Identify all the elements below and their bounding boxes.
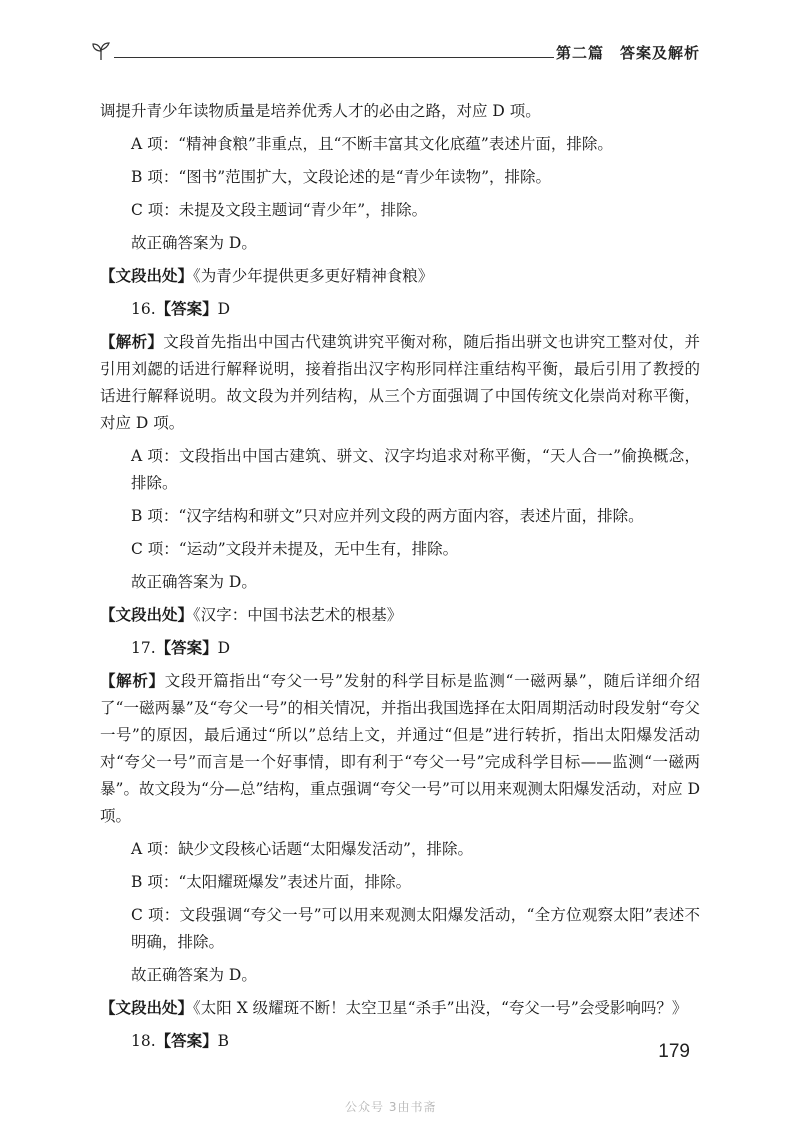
source-tag: 【文段出处】 [100, 999, 194, 1017]
option-b: B 项：“汉字结构和骈文”只对应并列文段的两方面内容，表述片面，排除。 [131, 507, 644, 525]
answer-tag: 【答案】 [155, 639, 218, 657]
header-rule [114, 57, 554, 58]
answer-line-18 [100, 1028, 700, 1055]
source-tag: 【文段出处】 [100, 606, 194, 624]
question-number: 16. [131, 300, 156, 318]
option-a: A 项：缺少文段核心话题“太阳爆发活动”，排除。 [131, 840, 473, 858]
conclusion: 故正确答案为 D。 [131, 234, 257, 252]
analysis-17 [100, 668, 700, 830]
answer-tag: 【答案】 [155, 300, 218, 318]
answer-value: D [217, 639, 231, 657]
analysis-text: 文段首先指出中国古代建筑讲究平衡对称，随后指出骈文也讲究工整对仗，并引用刘勰的话进行解释说明，接着指出汉字构形同样注重结构平衡，最后引用了教授的话进行解释说明。故文段为并列结构，从三个方面强调了中国传统文化崇尚对称平衡，对应 D 项。 [100, 333, 700, 432]
conclusion: 故正确答案为 D。 [131, 966, 257, 984]
answer-value: D [217, 300, 231, 318]
page-header [90, 38, 700, 70]
watermark: 公众号 3由书斋 [345, 1100, 437, 1114]
source-line [100, 602, 700, 629]
answer-line-17 [100, 635, 700, 662]
option-a: A 项：“精神食粮”非重点，且“不断丰富其文化底蕴”表述片面，排除。 [131, 135, 613, 153]
source-tag: 【文段出处】 [100, 267, 194, 285]
question-number: 18. [131, 1032, 156, 1050]
source-line [100, 995, 700, 1022]
sprout-icon [90, 40, 112, 62]
page-number: 179 [658, 1041, 690, 1062]
option-b: B 项：“图书”范围扩大，文段论述的是“青少年读物”，排除。 [131, 168, 552, 186]
option-c: C 项：未提及文段主题词“青少年”，排除。 [131, 201, 428, 219]
source-title: 《汉字：中国书法艺术的根基》 [193, 606, 403, 624]
source-line [100, 263, 700, 290]
option-a: A 项：文段指出中国古建筑、骈文、汉字均追求对称平衡，“天人合一”偷换概念，排除。 [131, 447, 700, 492]
option-b: B 项：“太阳耀斑爆发”表述片面，排除。 [131, 873, 412, 891]
answer-line-16 [100, 296, 700, 323]
source-title: 《太阳 X 级耀斑不断！太空卫星“杀手”出没，“夸父一号”会受影响吗？》 [193, 999, 688, 1017]
option-c: C 项：“运动”文段并未提及，无中生有，排除。 [131, 540, 459, 558]
analysis-16 [100, 329, 700, 437]
page-body [100, 98, 700, 1061]
analysis-tag: 【解析】 [100, 672, 165, 690]
answer-value: B [217, 1032, 230, 1050]
section-title: 第二篇 答案及解析 [555, 44, 700, 62]
source-title: 《为青少年提供更多更好精神食粮》 [193, 267, 434, 285]
analysis-tag: 【解析】 [100, 333, 164, 351]
answer-tag: 【答案】 [155, 1032, 218, 1050]
analysis-text: 文段开篇指出“夸父一号”发射的科学目标是监测“一磁两暴”，随后详细介绍了“一磁两暴”及“夸父一号”的相关情况，并指出我国选择在太阳周期活动时段发射“夸父一号”的原因，最后通过“所以”总结上文，并通过“但是”进行转折，指出太阳爆发活动对“夸父一号”而言是一个好事情，即有利于“夸父一号”完成科学目标——监测“一磁两暴”。故文段为“分—总”结构，重点强调“夸父一号”可以用来观测太阳爆发活动，对应 D 项。 [100, 672, 700, 825]
paragraph: 调提升青少年读物质量是培养优秀人才的必由之路，对应 D 项。 [100, 102, 541, 120]
question-number: 17. [131, 639, 156, 657]
option-c: C 项：文段强调“夸父一号”可以用来观测太阳爆发活动，“全方位观察太阳”表述不明确，排除。 [131, 906, 700, 951]
conclusion: 故正确答案为 D。 [131, 573, 257, 591]
